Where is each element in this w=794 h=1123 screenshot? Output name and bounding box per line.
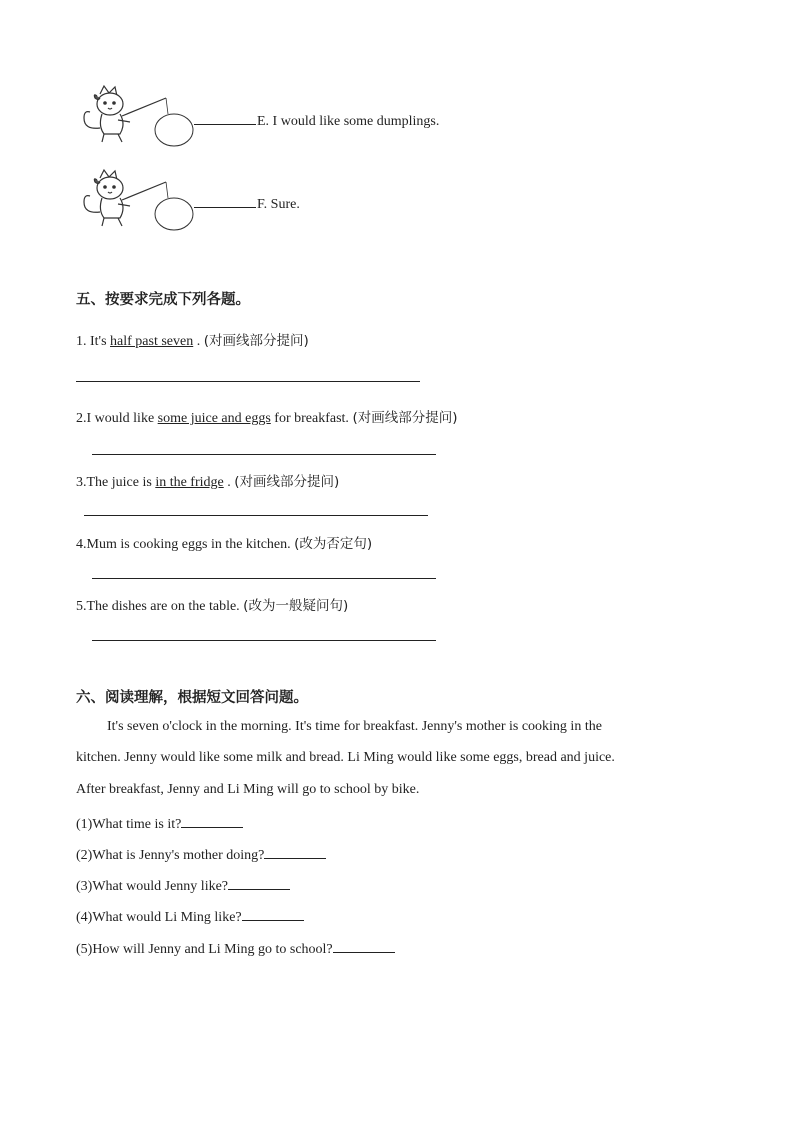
answer-line-3[interactable] bbox=[84, 515, 428, 516]
passage-line-1: It's seven o'clock in the morning. It's time for breakfast. Jenny's mother is cooking in the bbox=[107, 719, 602, 734]
reading-question-1: (1)What time is it? bbox=[76, 813, 244, 833]
section6-heading: 六、阅读理解，根据短文回答问题。 bbox=[76, 690, 308, 706]
answer-line-1[interactable] bbox=[76, 381, 420, 382]
section5-question-5: 5.The dishes are on the table. (改为一般疑问句) bbox=[76, 598, 349, 614]
answer-blank[interactable] bbox=[194, 193, 256, 208]
answer-line-5[interactable] bbox=[92, 640, 436, 641]
match-item-f bbox=[194, 193, 300, 213]
option-e-text: E. I would like some dumplings. bbox=[257, 114, 440, 129]
answer-line-2[interactable] bbox=[92, 454, 436, 455]
section5-question-1: 1. It's half past seven . (对画线部分提问) bbox=[76, 333, 309, 349]
reading-question-4: (4)What would Li Ming like? bbox=[76, 906, 305, 926]
answer-blank[interactable] bbox=[264, 844, 326, 859]
answer-blank[interactable] bbox=[228, 875, 290, 890]
passage-line-3: After breakfast, Jenny and Li Ming will go to school by bike. bbox=[76, 782, 420, 797]
section5-heading: 五、按要求完成下列各题。 bbox=[76, 292, 250, 308]
section5-question-2: 2.I would like some juice and eggs for breakfast. (对画线部分提问) bbox=[76, 410, 458, 426]
option-f-text: F. Sure. bbox=[257, 197, 300, 212]
answer-blank[interactable] bbox=[242, 906, 304, 921]
cat-fishing-illustration bbox=[78, 84, 198, 152]
answer-line-4[interactable] bbox=[92, 578, 436, 579]
reading-question-3: (3)What would Jenny like? bbox=[76, 875, 291, 895]
passage-line-2: kitchen. Jenny would like some milk and bread. Li Ming would like some eggs, bread and juice. bbox=[76, 750, 615, 765]
match-item-e bbox=[194, 110, 439, 130]
section5-question-4: 4.Mum is cooking eggs in the kitchen. (改为否定句) bbox=[76, 536, 373, 552]
answer-blank[interactable] bbox=[194, 110, 256, 125]
answer-blank[interactable] bbox=[333, 938, 395, 953]
reading-question-5: (5)How will Jenny and Li Ming go to school? bbox=[76, 938, 396, 958]
reading-question-2: (2)What is Jenny's mother doing? bbox=[76, 844, 327, 864]
answer-blank[interactable] bbox=[181, 813, 243, 828]
section5-question-3: 3.The juice is in the fridge . (对画线部分提问) bbox=[76, 474, 340, 490]
cat-fishing-illustration bbox=[78, 168, 198, 236]
